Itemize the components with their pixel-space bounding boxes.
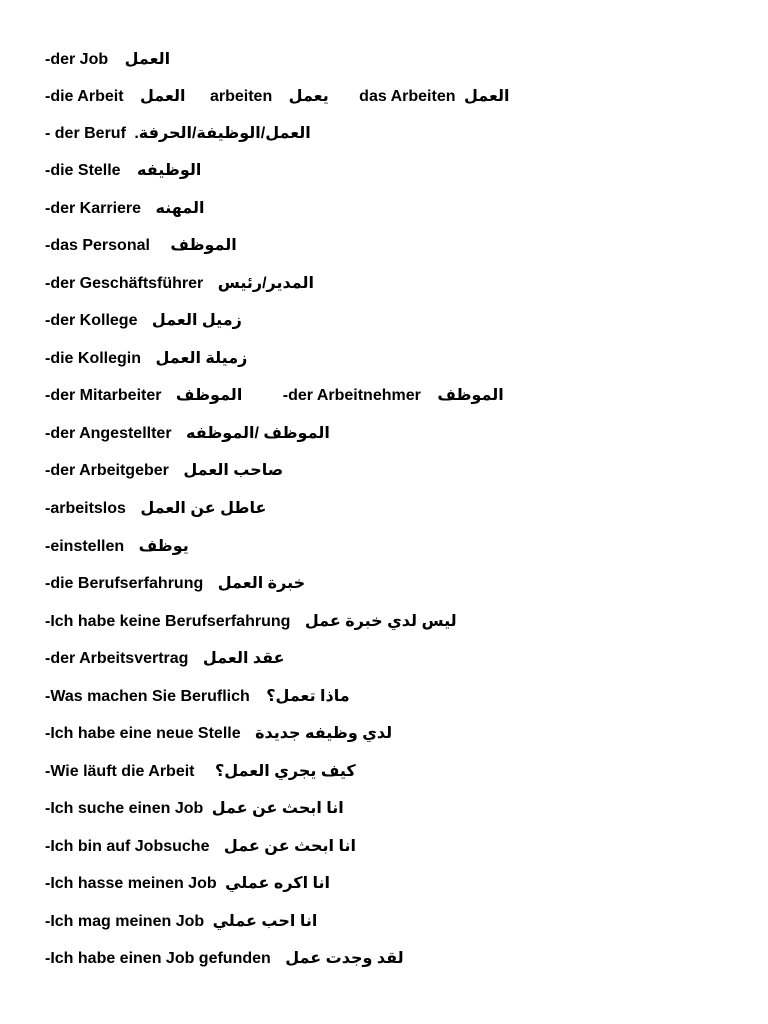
german-term: -der Arbeitgeber bbox=[45, 462, 169, 479]
vocab-line bbox=[45, 84, 509, 110]
vocab-line bbox=[45, 646, 285, 672]
arabic-translation: يعمل bbox=[288, 88, 329, 105]
german-term: das Arbeiten bbox=[359, 88, 456, 105]
vocab-line bbox=[45, 721, 392, 747]
vocab-line bbox=[45, 909, 317, 935]
vocab-line bbox=[45, 47, 170, 73]
german-term: -Ich suche einen Job bbox=[45, 800, 204, 817]
vocab-line bbox=[45, 383, 504, 409]
arabic-translation: زميلة العمل bbox=[155, 350, 248, 367]
vocab-line bbox=[45, 684, 350, 710]
german-term: -die Kollegin bbox=[45, 350, 141, 367]
vocab-line bbox=[45, 121, 311, 147]
arabic-translation: لقد وجدت عمل bbox=[285, 950, 404, 967]
arabic-translation: العمل bbox=[139, 88, 186, 105]
vocab-line bbox=[45, 421, 330, 447]
vocab-line bbox=[45, 158, 201, 184]
arabic-translation: انا ابحث عن عمل bbox=[211, 800, 344, 817]
arabic-translation: العمل bbox=[124, 51, 171, 68]
german-term: -Ich habe eine neue Stelle bbox=[45, 725, 241, 742]
arabic-translation: الوظيفه bbox=[137, 162, 202, 179]
arabic-translation: خبرة العمل bbox=[217, 575, 306, 592]
vocab-line bbox=[45, 834, 356, 860]
german-term: -die Berufserfahrung bbox=[45, 575, 204, 592]
arabic-translation: الموظف /الموظفه bbox=[186, 425, 330, 442]
german-term: -der Arbeitsvertrag bbox=[45, 650, 189, 667]
german-term: -Wie läuft die Arbeit bbox=[45, 763, 195, 780]
german-term: arbeiten bbox=[209, 88, 273, 105]
german-term: -Ich habe keine Berufserfahrung bbox=[45, 613, 291, 630]
arabic-translation: ماذا تعمل؟ bbox=[266, 688, 350, 705]
vocab-line bbox=[45, 271, 314, 297]
arabic-translation: عقد العمل bbox=[202, 650, 285, 667]
arabic-translation: عاطل عن العمل bbox=[140, 500, 267, 517]
arabic-translation: زميل العمل bbox=[151, 312, 242, 329]
german-term: -der Arbeitnehmer bbox=[282, 387, 421, 404]
german-term: -die Arbeit bbox=[45, 88, 124, 105]
arabic-translation: المهنه bbox=[155, 200, 205, 217]
vocab-line bbox=[45, 796, 344, 822]
german-term: -der Geschäftsführer bbox=[45, 275, 204, 292]
german-term: -Ich habe einen Job gefunden bbox=[45, 950, 271, 967]
vocab-line bbox=[45, 534, 189, 560]
vocab-line bbox=[45, 346, 247, 372]
arabic-translation: الموظف bbox=[170, 237, 237, 254]
arabic-translation: لدي وظيفه جديدة bbox=[255, 725, 393, 742]
german-term: -das Personal bbox=[45, 237, 150, 254]
german-term: -der Kollege bbox=[45, 312, 138, 329]
vocab-line bbox=[45, 871, 330, 897]
arabic-translation: صاحب العمل bbox=[183, 462, 284, 479]
german-term: -Was machen Sie Beruflich bbox=[45, 688, 250, 705]
german-term: -einstellen bbox=[45, 538, 125, 555]
vocab-line bbox=[45, 571, 305, 597]
german-term: -die Stelle bbox=[45, 162, 121, 179]
vocab-line bbox=[45, 496, 266, 522]
german-term: -der Karriere bbox=[45, 200, 142, 217]
german-term: -arbeitslos bbox=[45, 500, 126, 517]
vocab-line bbox=[45, 308, 242, 334]
vocab-line bbox=[45, 759, 356, 785]
arabic-translation: الموظف bbox=[437, 387, 504, 404]
german-term: -Ich hasse meinen Job bbox=[45, 875, 217, 892]
arabic-translation: انا ابحث عن عمل bbox=[223, 838, 356, 855]
arabic-translation: الموظف bbox=[175, 387, 243, 404]
arabic-translation: العمل bbox=[463, 88, 510, 105]
german-term: -der Angestellter bbox=[45, 425, 172, 442]
arabic-translation: انا اكره عملي bbox=[225, 875, 331, 892]
arabic-translation: العمل/الوظيفة/الحرفة. bbox=[134, 125, 311, 142]
vocab-line bbox=[45, 233, 237, 259]
vocab-line bbox=[45, 946, 404, 972]
vocab-line bbox=[45, 609, 457, 635]
german-term: -Ich bin auf Jobsuche bbox=[45, 838, 210, 855]
arabic-translation: انا احب عملي bbox=[212, 913, 318, 930]
german-term: -Ich mag meinen Job bbox=[45, 913, 205, 930]
german-term: -der Job bbox=[45, 51, 109, 68]
arabic-translation: المدير/رئيس bbox=[217, 275, 314, 292]
vocab-line bbox=[45, 196, 205, 222]
vocab-line bbox=[45, 458, 283, 484]
arabic-translation: ليس لدي خبرة عمل bbox=[304, 613, 457, 630]
german-term: - der Beruf bbox=[45, 125, 126, 142]
german-term: -der Mitarbeiter bbox=[45, 387, 162, 404]
arabic-translation: كيف يجري العمل؟ bbox=[214, 763, 356, 780]
arabic-translation: يوظف bbox=[138, 538, 189, 555]
